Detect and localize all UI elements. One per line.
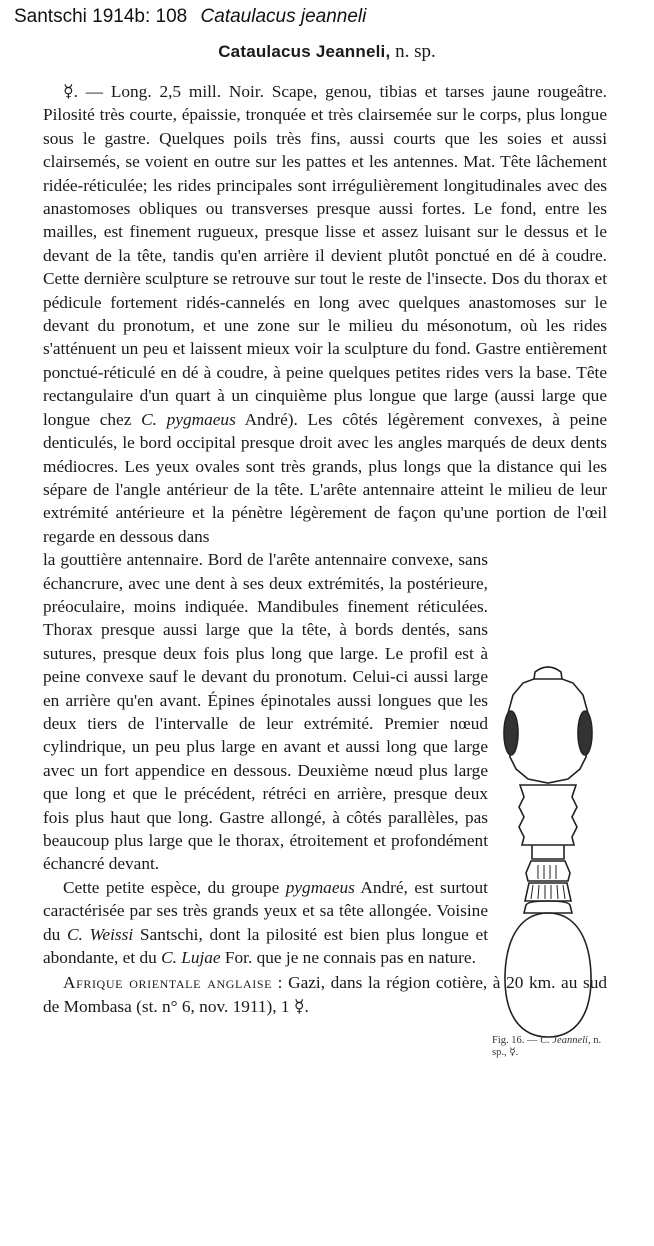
species-title <box>0 41 654 63</box>
description-paragraph-narrow <box>43 548 488 876</box>
ant-worker-dorsal-icon <box>492 655 604 1055</box>
reference-species: C. pygmaeus <box>141 409 236 429</box>
remarks-text: Cette petite espèce, du groupe <box>63 877 280 897</box>
caption-species: C. Jeanneli, <box>540 1035 591 1046</box>
species-name: Cataulacus jeanneli <box>200 6 367 27</box>
caption-suffix: n. sp., ☿. <box>492 1035 602 1058</box>
remarks-species: C. Weissi <box>67 924 134 944</box>
locality-text: : Gazi, dans la région cotière, à 20 km. au sud de Mombasa (st. n° 6, nov. 1911), 1 ☿. <box>43 973 607 1016</box>
remarks-species: C. Lujae <box>161 948 221 968</box>
description-paragraph <box>43 80 607 548</box>
title-name: Cataulacus Jeanneli, <box>218 42 391 61</box>
caption-prefix: Fig. 16. — <box>492 1035 538 1046</box>
page-header <box>14 6 366 28</box>
citation: Santschi 1914b: 108 <box>14 6 188 27</box>
remarks-text: Santschi, dont la pilosité est bien plus longue et abondante, et du <box>43 924 489 968</box>
figure-caption <box>492 1035 610 1059</box>
description-text-narrow: la gouttière antennaire. Bord de l'arête antennaire convexe, sans échancrure, avec une dent à ses deux extrémités, la postérieure, préoculaire, moins indiquée. Mandibules finement réticulées. Thorax presque aussi large que la tête, à bords dentés, sans sutures, presque deux fois plus long que large. Le profil est à peine convexe sauf le devant du pronotum. Celui-ci aussi large en arrière qu'en avant. Épines épinotales aussi longues que les deux tiers de l'intervalle de leur extrémité. Premier nœud cylindrique, un peu plus large en avant et aussi long que large avec un fort appendice en dessous. Deuxième nœud plus large que long et que le précédent, rétréci en arrière, presque deux fois plus haut que long. Gastre allongé, à côtés parallèles, pas beaucoup plus large que le thorax, étroitement et profondément échancré devant. <box>43 550 488 874</box>
description-text-continued: André). Les côtés légèrement convexes, à peine denticulés, le bord occipital presque droit avec les angles marqués de deux dents médiocres. Les yeux ovales sont très grands, plus longs que la distance qui les sépare de l'angle antérieur de la tête. L'arête antennaire atteint le milieu de leur extrémité antérieure et la pénètre légèrement de façon qu'une portion de l'œil regarde en dessous dans <box>43 409 608 546</box>
remarks-text: André, est surtout caractérisée par ses très grands yeux et sa tête allongée. Voisine du <box>43 877 488 944</box>
remarks-group-name: pygmaeus <box>285 877 355 897</box>
description-text: ☿. — Long. 2,5 mill. Noir. Scape, genou, tibias et tarses jaune rougeâtre. Pilosité très courte, épaissie, tronquée et très clairsemée sur le corps, plus longue sous le gastre. Quelques poils très fins, aussi courts que les soies et aussi clairsemés, se voient en outre sur les pattes et les antennes. Mat. Tête lâchement ridée-réticulée; les rides principales sont irrégulièrement longitudinales avec des anastomoses obliques ou transverses presque aussi fortes. Le fond, entre les mailles, est finement rugueux, presque lisse et assez luisant sur le dessus et le devant de la tête, tandis qu'en arrière il devient plutôt ponctué en dé à coudre. Cette dernière sculpture se retrouve sur tout le reste de l'insecte. Dos du thorax et pédicule fortement ridés-cannelés en long avec quelques anastomoses sur le devant du pronotum, et une zone sur le milieu du mésonotum, où les rides s'atténuent un peu et laissent mieux voir la sculpture du fond. Gastre entièrement ponctué-réticulé en dé à coudre, à peine quelques petites rides vers la base. Tête rectangulaire d'un quart à un cinquième plus longue que large (aussi large que longue chez <box>43 82 607 429</box>
locality-region: Afrique orientale anglaise <box>63 973 273 993</box>
remarks-text: For. que je ne connais pas en nature. <box>224 948 476 968</box>
title-status: n. sp. <box>395 41 436 62</box>
remarks-paragraph <box>43 876 488 970</box>
